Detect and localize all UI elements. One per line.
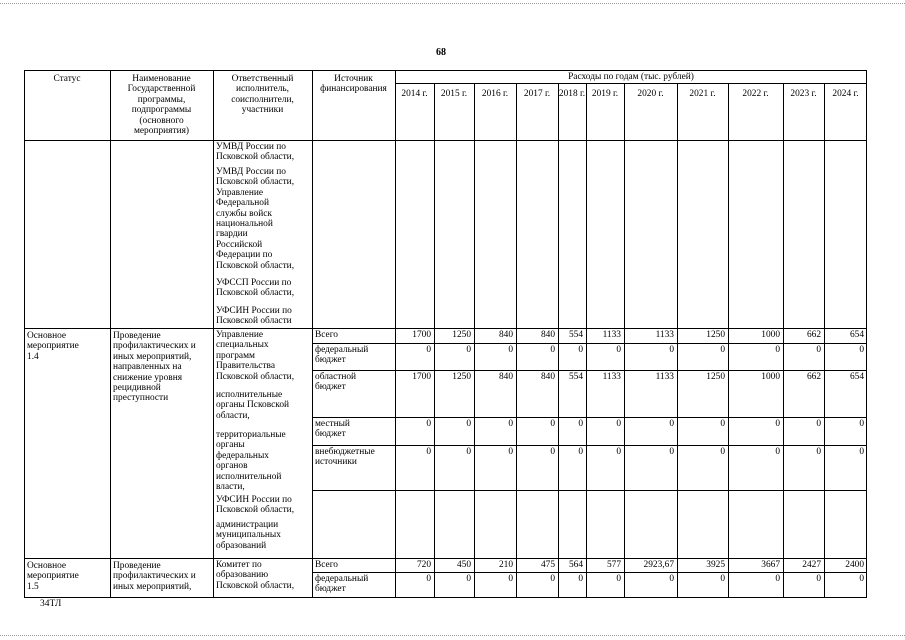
scan-edge-bottom xyxy=(0,635,905,636)
header-program-name-line: Наименование xyxy=(132,74,191,84)
header-responsible-line: Ответственный xyxy=(231,74,294,84)
expense-value: 0 xyxy=(578,419,583,429)
expense-value: 2400 xyxy=(845,560,864,570)
measure-name-line: снижение уровня xyxy=(113,372,183,383)
table-border-bottom xyxy=(24,597,867,598)
expense-value: 0 xyxy=(775,345,780,355)
expense-value: 0 xyxy=(616,574,621,584)
expense-value: 1133 xyxy=(655,372,674,382)
participant-entry xyxy=(216,330,311,382)
header-expenses-title: Расходы по годам (тыс. рублей) xyxy=(568,72,694,82)
year-header: 2024 г. xyxy=(832,89,859,99)
participant-entry-line: территориальные xyxy=(216,430,286,440)
expense-value: 450 xyxy=(456,560,471,570)
participant-entry-line: Псковской области, xyxy=(216,177,295,188)
expense-value: 0 xyxy=(578,447,583,457)
participant-entry-line: Комитет по xyxy=(216,560,262,570)
participant-entry xyxy=(216,142,311,163)
column-divider xyxy=(474,83,475,598)
participant-entry-line: исполнительные xyxy=(216,390,283,400)
participant-entry xyxy=(216,167,311,271)
expense-value: 1133 xyxy=(602,330,621,340)
funding-source-cell-line: федеральный xyxy=(315,345,369,355)
year-header: 2017 г. xyxy=(523,89,551,99)
header-responsible-line: соисполнители, xyxy=(231,94,294,105)
funding-source-cell-line: внебюджетные xyxy=(315,447,375,457)
expense-value: 2427 xyxy=(802,560,821,570)
column-divider xyxy=(728,83,729,598)
funding-source-cell-line: федеральный xyxy=(315,574,369,584)
expense-value: 577 xyxy=(606,560,621,570)
participant-entry-line: Федерации по xyxy=(216,250,273,261)
column-divider xyxy=(213,70,214,598)
participant-entry-line: службы войск xyxy=(216,208,272,219)
participant-entry xyxy=(216,390,311,421)
funding-source-cell-line: источники xyxy=(315,457,357,468)
expense-value: 0 xyxy=(426,419,431,429)
participant-entry-line: УФСИН России по xyxy=(216,495,292,505)
block-separator xyxy=(24,328,867,329)
expense-value: 0 xyxy=(616,447,621,457)
expense-value: 475 xyxy=(540,560,555,570)
expense-value: 0 xyxy=(720,419,725,429)
header-subline xyxy=(395,83,867,84)
expense-value: 840 xyxy=(498,330,513,340)
expense-value: 554 xyxy=(568,330,583,340)
expense-value: 2923,67 xyxy=(643,560,674,570)
expense-value: 0 xyxy=(466,574,471,584)
scan-edge-top xyxy=(0,3,905,4)
participant-entry-line: гвардии xyxy=(216,229,248,240)
expense-value: 0 xyxy=(466,345,471,355)
header-responsible-line: участники xyxy=(241,105,284,116)
column-divider xyxy=(677,83,678,598)
participant-entry-line: Управление xyxy=(216,187,264,198)
expense-value: 840 xyxy=(498,372,513,382)
participant-entry xyxy=(216,430,311,492)
measure-name-line: профилактических и xyxy=(113,341,196,352)
funding-source-cell xyxy=(315,330,394,340)
expense-value: 0 xyxy=(816,447,821,457)
year-header: 2016 г. xyxy=(481,89,509,99)
expense-value: 1250 xyxy=(452,372,471,382)
funding-source-cell xyxy=(315,345,394,366)
participant-entry-line: Псковской области, xyxy=(216,505,295,516)
header-program-name-line: мероприятия) xyxy=(133,126,190,137)
measure-name xyxy=(113,561,212,592)
participant-entry-line: Псковской области, xyxy=(216,152,295,163)
expense-value: 0 xyxy=(720,574,725,584)
expense-value: 654 xyxy=(849,372,864,382)
header-program-name-line: Государственной xyxy=(127,84,196,95)
funding-source-cell-line: Всего xyxy=(315,560,338,570)
expense-value: 0 xyxy=(669,574,674,584)
block-separator xyxy=(24,558,867,559)
expense-value: 1250 xyxy=(452,330,471,340)
column-divider xyxy=(824,83,825,598)
header-funding-source xyxy=(312,74,395,95)
participant-entry-line: области, xyxy=(216,410,250,421)
expense-value: 0 xyxy=(578,345,583,355)
participant-entry-line: Псковской области, xyxy=(216,580,295,591)
measure-name-line: иных мероприятий, xyxy=(113,581,192,592)
participant-entry-line: Псковской области, xyxy=(216,288,295,299)
column-divider xyxy=(434,83,435,598)
measure-name xyxy=(113,331,212,404)
expense-value: 3925 xyxy=(706,560,725,570)
participant-entry-line: федеральных xyxy=(216,450,269,461)
participant-entry-line: органов xyxy=(216,461,248,472)
column-divider xyxy=(783,83,784,598)
participant-entry-line: Псковской области, xyxy=(216,371,295,382)
measure-name-line: профилактических и xyxy=(113,571,196,582)
header-program-name-line: подпрограммы xyxy=(131,105,192,116)
measure-name-line: рецидивной xyxy=(113,383,161,394)
column-divider xyxy=(586,83,587,598)
expense-value: 0 xyxy=(550,419,555,429)
participant-entry-line: образованию xyxy=(216,570,269,581)
measure-status-line: Основное xyxy=(27,561,67,571)
expense-value: 0 xyxy=(859,419,864,429)
year-header: 2020 г. xyxy=(637,89,664,99)
funding-source-cell-line: Всего xyxy=(315,330,338,340)
expense-value: 0 xyxy=(669,419,674,429)
measure-status-line: 1.4 xyxy=(27,351,39,362)
participant-entry-line: Управление xyxy=(216,330,264,340)
participant-entry xyxy=(216,560,311,591)
participant-entry-line: УФСИН России по xyxy=(216,306,292,316)
participant-entry-line: национальной xyxy=(216,219,273,230)
expense-value: 0 xyxy=(859,574,864,584)
expense-value: 662 xyxy=(806,372,821,382)
year-header: 2021 г. xyxy=(689,89,716,99)
expense-value: 840 xyxy=(540,330,555,340)
participant-entry-line: муниципальных xyxy=(216,530,281,541)
participant-entry-line: Правительства xyxy=(216,361,275,372)
expense-value: 0 xyxy=(775,419,780,429)
participant-entry-line: специальных xyxy=(216,340,269,351)
measure-status-line: Основное xyxy=(27,331,67,341)
expense-value: 1000 xyxy=(761,330,780,340)
table-border-left xyxy=(24,70,25,598)
expense-value: 0 xyxy=(669,447,674,457)
participant-entry-line: исполнительной xyxy=(216,471,282,482)
expense-value: 210 xyxy=(498,560,513,570)
expense-value: 0 xyxy=(720,345,725,355)
measure-name-line: направленных на xyxy=(113,362,182,373)
header-funding-source-line: финансирования xyxy=(320,84,387,95)
column-divider xyxy=(312,70,313,598)
measure-name-line: Проведение xyxy=(113,561,161,571)
expense-value: 0 xyxy=(720,447,725,457)
expense-value: 0 xyxy=(775,574,780,584)
participant-entry xyxy=(216,520,311,551)
expense-value: 0 xyxy=(508,447,513,457)
header-program-name-line: (основного xyxy=(139,115,184,126)
expense-value: 564 xyxy=(568,560,583,570)
header-program-name-line: программы, xyxy=(137,94,186,105)
expense-value: 1000 xyxy=(761,372,780,382)
funding-source-cell xyxy=(315,560,394,570)
participant-entry xyxy=(216,306,311,327)
funding-source-cell xyxy=(315,419,394,440)
expense-value: 1250 xyxy=(706,372,725,382)
funding-source-cell-line: бюджет xyxy=(315,429,346,440)
funding-source-cell-line: областной xyxy=(315,372,357,382)
expense-value: 1133 xyxy=(655,330,674,340)
funding-source-cell-line: бюджет xyxy=(315,355,346,366)
year-header: 2014 г. xyxy=(401,89,428,99)
expense-value: 0 xyxy=(859,447,864,457)
expense-value: 0 xyxy=(816,345,821,355)
budget-table xyxy=(24,70,867,598)
column-divider xyxy=(558,83,559,598)
header-program-name xyxy=(110,74,213,136)
measure-status xyxy=(27,331,109,362)
funding-source-cell xyxy=(315,574,394,595)
expense-value: 1133 xyxy=(602,372,621,382)
expense-value: 0 xyxy=(550,574,555,584)
participant-entry-line: УМВД России по xyxy=(216,142,286,152)
expense-value: 0 xyxy=(508,345,513,355)
document-code: 34ТЛ xyxy=(40,599,62,609)
measure-name-line: преступности xyxy=(113,393,169,404)
expense-value: 0 xyxy=(426,447,431,457)
participant-entry-line: Федеральной xyxy=(216,198,269,209)
expense-value: 0 xyxy=(550,345,555,355)
participant-entry-line: образований xyxy=(216,540,267,551)
column-divider xyxy=(624,83,625,598)
participant-entry-line: УФССП России по xyxy=(216,278,292,288)
measure-status-line: мероприятие xyxy=(27,341,79,352)
header-bottom-line xyxy=(24,140,867,141)
participant-entry-line: УМВД России по xyxy=(216,167,286,177)
expense-value: 840 xyxy=(540,372,555,382)
table-border-right xyxy=(866,70,867,598)
expense-value: 554 xyxy=(568,372,583,382)
expense-value: 0 xyxy=(775,447,780,457)
expense-value: 654 xyxy=(849,330,864,340)
expense-value: 720 xyxy=(416,560,431,570)
expense-value: 0 xyxy=(859,345,864,355)
participant-entry xyxy=(216,278,311,299)
funding-source-cell-line: бюджет xyxy=(315,382,346,393)
expense-value: 3667 xyxy=(761,560,780,570)
expense-value: 1700 xyxy=(412,330,431,340)
expense-value: 0 xyxy=(816,574,821,584)
participant-entry-line: программ xyxy=(216,350,255,361)
participant-entry-line: органы Псковской xyxy=(216,400,290,411)
measure-name-line: Проведение xyxy=(113,331,161,341)
participant-entry-line: Псковской области xyxy=(216,316,292,327)
expense-value: 0 xyxy=(508,419,513,429)
header-responsible-line: исполнитель, xyxy=(235,84,290,95)
participant-entry xyxy=(216,495,311,516)
funding-source-cell-line: бюджет xyxy=(315,584,346,595)
expense-value: 0 xyxy=(616,419,621,429)
header-funding-source-line: Источник xyxy=(334,74,373,84)
expense-value: 1700 xyxy=(412,372,431,382)
measure-status-line: 1.5 xyxy=(27,581,39,592)
table-border-top xyxy=(24,70,867,71)
expense-value: 0 xyxy=(550,447,555,457)
expense-value: 1250 xyxy=(706,330,725,340)
expense-value: 0 xyxy=(616,345,621,355)
expense-value: 0 xyxy=(426,574,431,584)
year-header: 2018 г. xyxy=(558,89,586,99)
year-header: 2019 г. xyxy=(591,89,619,99)
year-header: 2022 г. xyxy=(742,89,769,99)
funding-source-cell xyxy=(315,447,394,468)
participant-entry-line: администрации xyxy=(216,520,279,530)
participant-entry-line: власти, xyxy=(216,482,245,493)
year-header: 2023 г. xyxy=(790,89,817,99)
expense-value: 662 xyxy=(806,330,821,340)
header-responsible xyxy=(213,74,312,116)
page-number: 68 xyxy=(436,47,446,58)
funding-source-cell xyxy=(315,372,394,393)
measure-status xyxy=(27,561,109,592)
year-header: 2015 г. xyxy=(440,89,468,99)
column-divider xyxy=(110,70,111,598)
expense-value: 0 xyxy=(466,419,471,429)
participant-entry-line: Российской xyxy=(216,239,263,250)
expense-value: 0 xyxy=(816,419,821,429)
column-divider xyxy=(516,83,517,598)
expense-value: 0 xyxy=(578,574,583,584)
participant-entry-line: органы xyxy=(216,440,245,451)
measure-name-line: иных мероприятий, xyxy=(113,351,192,362)
measure-status-line: мероприятие xyxy=(27,571,79,582)
participant-entry-line: Псковской области, xyxy=(216,260,295,271)
expense-value: 0 xyxy=(669,345,674,355)
funding-source-cell-line: местный xyxy=(315,419,350,429)
expense-value: 0 xyxy=(508,574,513,584)
expense-value: 0 xyxy=(426,345,431,355)
header-status: Статус xyxy=(53,74,81,84)
expense-value: 0 xyxy=(466,447,471,457)
